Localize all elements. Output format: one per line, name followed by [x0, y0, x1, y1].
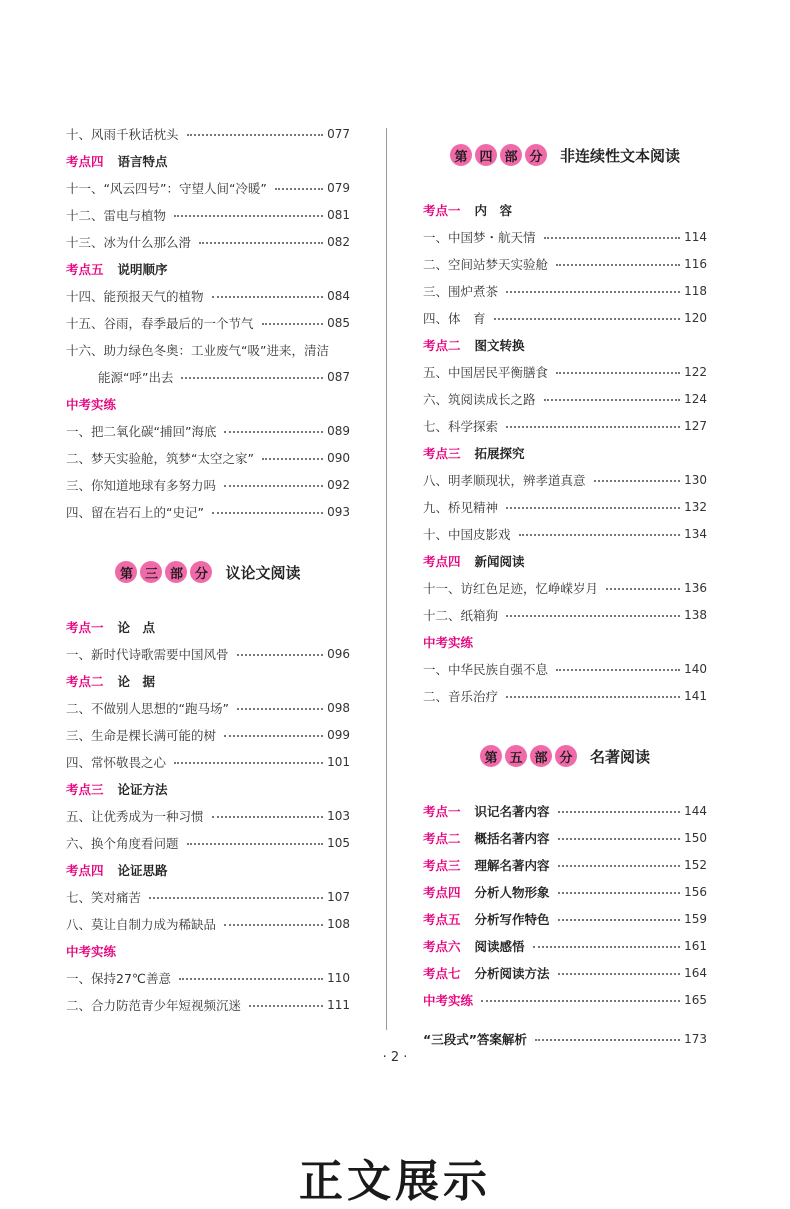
dot-leader	[199, 242, 323, 244]
dot-leader	[275, 188, 323, 190]
category-title: 语言特点	[117, 153, 168, 169]
category-label: 考点三	[66, 781, 104, 797]
dot-leader	[224, 485, 323, 487]
toc-entry-title: 二、不做别人思想的“跑马场”	[66, 700, 229, 716]
category-heading	[423, 196, 707, 223]
toc-entry-title: 八、明孝顺现状，辨孝道真意	[423, 472, 586, 488]
dot-leader	[594, 480, 681, 482]
dot-leader	[558, 973, 681, 975]
toc-entry[interactable]	[423, 959, 707, 986]
toc-entry[interactable]	[66, 282, 350, 309]
toc-entry-title: 十六、助力绿色冬奥：工业废气“吸”进来，清洁	[66, 342, 329, 358]
category-heading	[66, 613, 350, 640]
toc-entry-title: 四、留在岩石上的“史记”	[66, 504, 204, 520]
toc-entry[interactable]	[66, 910, 350, 937]
category-title: 论证方法	[117, 781, 168, 797]
toc-entry[interactable]	[66, 721, 350, 748]
dot-leader	[558, 865, 681, 867]
toc-page-number: 127	[684, 418, 707, 433]
toc-entry-title: 概括名著内容	[474, 830, 550, 846]
category-label: 考点四	[66, 862, 104, 878]
toc-page-number: 093	[327, 504, 350, 519]
category-title: 新闻阅读	[474, 553, 525, 569]
toc-entry-title: 十四、能预报天气的植物	[66, 288, 204, 304]
toc-entry-title: 五、让优秀成为一种习惯	[66, 808, 204, 824]
toc-page-number: 111	[327, 997, 350, 1012]
toc-entry-title: 十、中国皮影戏	[423, 526, 511, 542]
toc-page-number: 101	[327, 754, 350, 769]
toc-page-number: 090	[327, 450, 350, 465]
category-heading	[66, 255, 350, 282]
dot-leader	[224, 735, 323, 737]
toc-entry-title: 一、新时代诗歌需要中国风骨	[66, 646, 229, 662]
part-heading	[423, 120, 707, 190]
dot-leader	[506, 615, 680, 617]
section-gap	[423, 709, 707, 721]
category-label: 考点二	[66, 673, 104, 689]
dot-leader	[174, 215, 323, 217]
toc-page-number: 173	[684, 1031, 707, 1046]
toc-page-number: 141	[684, 688, 707, 703]
toc-entry[interactable]	[423, 412, 707, 439]
toc-entry-title: 三、围炉煮茶	[423, 283, 499, 299]
section-banner-title: 正文展示	[299, 1156, 491, 1207]
dot-leader	[187, 843, 324, 845]
toc-entry[interactable]	[66, 498, 350, 525]
toc-entry-title: 二、音乐治疗	[423, 688, 499, 704]
part-number-badges	[450, 144, 550, 166]
part-heading	[66, 537, 350, 607]
category-heading	[66, 937, 350, 964]
dot-leader	[556, 372, 680, 374]
category-label: 中考实练	[66, 943, 117, 959]
toc-page-number: 103	[327, 808, 350, 823]
part-number-badges	[115, 561, 215, 583]
toc-entry-title: 十三、冰为什么那么滑	[66, 234, 192, 250]
category-title: 论 点	[117, 619, 156, 635]
category-label: 中考实练	[423, 634, 474, 650]
toc-entry-title: 二、合力防范青少年短视频沉迷	[66, 997, 242, 1013]
toc-page-number: 114	[684, 229, 707, 244]
toc-entry-title: 九、桥见精神	[423, 499, 499, 515]
toc-entry[interactable]	[66, 883, 350, 910]
toc-page-number: 108	[327, 916, 350, 931]
toc-entry-title: 一、中华民族自强不息	[423, 661, 549, 677]
dot-leader	[558, 919, 681, 921]
toc-entry-title: 十五、谷雨，春季最后的一个节气	[66, 315, 254, 331]
toc-page-number: 140	[684, 661, 707, 676]
toc-entry[interactable]	[66, 228, 350, 255]
category-label: 考点二	[423, 830, 461, 846]
toc-entry[interactable]	[66, 309, 350, 336]
toc-entry[interactable]	[423, 358, 707, 385]
part-badge-char: 部	[500, 144, 522, 166]
dot-leader	[149, 897, 323, 899]
toc-entry[interactable]	[423, 520, 707, 547]
dot-leader	[506, 507, 680, 509]
toc-entry-title: 分析写作特色	[474, 911, 550, 927]
toc-entry[interactable]	[423, 304, 707, 331]
part-badge-char: 五	[505, 745, 527, 767]
toc-page-number: 164	[684, 965, 707, 980]
toc-entry[interactable]	[66, 336, 350, 363]
dot-leader	[535, 1039, 680, 1041]
part-badge-char: 部	[165, 561, 187, 583]
dot-leader	[506, 696, 680, 698]
dot-leader	[558, 811, 681, 813]
section-gap	[66, 525, 350, 537]
toc-entry-title: 一、中国梦・航天情	[423, 229, 536, 245]
toc-page-number: 150	[684, 830, 707, 845]
toc-entry[interactable]	[66, 694, 350, 721]
part-badge-char: 第	[450, 144, 472, 166]
toc-entry[interactable]	[423, 277, 707, 304]
toc-entry-title: 十二、雷电与植物	[66, 207, 167, 223]
toc-page-number: 079	[327, 180, 350, 195]
toc-page-number: 099	[327, 727, 350, 742]
toc-entry-title: 分析人物形象	[474, 884, 550, 900]
toc-entry-title: “三段式”答案解析	[423, 1031, 527, 1047]
toc-entry-title: 十一、“风云四号”：守望人间“冷暖”	[66, 180, 267, 196]
toc-entry[interactable]	[423, 851, 707, 878]
dot-leader	[556, 264, 680, 266]
toc-page-number: 087	[327, 369, 350, 384]
category-label: 考点五	[66, 261, 104, 277]
toc-entry[interactable]	[423, 986, 707, 1013]
category-label: 考点七	[423, 965, 461, 981]
toc-entry[interactable]	[423, 905, 707, 932]
toc-entry[interactable]	[423, 574, 707, 601]
toc-entry-title: 四、体 育	[423, 310, 486, 326]
page-number: · 2 ·	[382, 1050, 408, 1065]
toc-entry[interactable]	[423, 797, 707, 824]
toc-entry[interactable]	[66, 640, 350, 667]
part-badge-char: 第	[480, 745, 502, 767]
toc-page-number: 084	[327, 288, 350, 303]
toc-entry-title: 一、保持27℃善意	[66, 970, 171, 986]
toc-entry-title: 识记名著内容	[474, 803, 550, 819]
category-heading	[423, 547, 707, 574]
dot-leader	[519, 534, 681, 536]
toc-entry-title: 一、把二氧化碳“捕回”海底	[66, 423, 217, 439]
category-heading	[66, 390, 350, 417]
toc-entry[interactable]	[423, 824, 707, 851]
part-title: 非连续性文本阅读	[559, 146, 680, 165]
category-label: 考点四	[423, 884, 461, 900]
toc-entry[interactable]	[423, 601, 707, 628]
toc-entry[interactable]	[423, 493, 707, 520]
dot-leader	[237, 708, 323, 710]
category-heading	[423, 331, 707, 358]
toc-entry-title: 六、换个角度看问题	[66, 835, 179, 851]
toc-entry[interactable]	[66, 174, 350, 201]
dot-leader	[533, 946, 681, 948]
category-label: 考点二	[423, 337, 461, 353]
toc-page-number: 096	[327, 646, 350, 661]
toc-entry[interactable]	[423, 223, 707, 250]
toc-page-number: 136	[684, 580, 707, 595]
toc-entry-title: 六、筑阅读成长之路	[423, 391, 536, 407]
category-heading	[66, 667, 350, 694]
category-label: 考点三	[423, 445, 461, 461]
toc-entry[interactable]	[423, 250, 707, 277]
dot-leader	[262, 323, 324, 325]
category-heading	[66, 147, 350, 174]
dot-leader	[558, 892, 681, 894]
toc-entry-title: 四、常怀敬畏之心	[66, 754, 167, 770]
toc-entry[interactable]	[66, 444, 350, 471]
dot-leader	[249, 1005, 323, 1007]
toc-entry[interactable]	[66, 417, 350, 444]
toc-page-number: 089	[327, 423, 350, 438]
category-title: 论 据	[117, 673, 156, 689]
toc-entry[interactable]	[423, 385, 707, 412]
toc-entry[interactable]	[66, 201, 350, 228]
toc-entry-title: 三、生命是棵长满可能的树	[66, 727, 217, 743]
category-heading	[423, 628, 707, 655]
category-title: 拓展探究	[474, 445, 525, 461]
dot-leader	[606, 588, 680, 590]
dot-leader	[179, 978, 323, 980]
part-badge-char: 四	[475, 144, 497, 166]
toc-entry[interactable]	[423, 466, 707, 493]
dot-leader	[187, 134, 324, 136]
toc-entry[interactable]	[423, 655, 707, 682]
category-heading	[66, 775, 350, 802]
dot-leader	[181, 377, 323, 379]
toc-entry[interactable]	[423, 932, 707, 959]
toc-page-number: 085	[327, 315, 350, 330]
part-title: 名著阅读	[589, 747, 650, 766]
dot-leader	[224, 924, 323, 926]
toc-entry[interactable]	[66, 802, 350, 829]
dot-leader	[212, 816, 324, 818]
category-title: 说明顺序	[117, 261, 168, 277]
toc-page-number: 130	[684, 472, 707, 487]
category-heading	[66, 856, 350, 883]
toc-page-number: 161	[684, 938, 707, 953]
part-title: 议论文阅读	[225, 563, 301, 582]
dot-leader	[212, 296, 324, 298]
dot-leader	[556, 669, 680, 671]
toc-entry-title: 十、风雨千秋话枕头	[66, 126, 179, 142]
dot-leader	[481, 1000, 680, 1002]
toc-page-number: 156	[684, 884, 707, 899]
category-label: 考点六	[423, 938, 461, 954]
toc-entry-title: 能源“呼”出去	[98, 369, 174, 385]
category-label: 考点三	[423, 857, 461, 873]
toc-entry[interactable]	[66, 748, 350, 775]
toc-page-number: 098	[327, 700, 350, 715]
toc-left-column	[66, 120, 350, 1018]
dot-leader	[174, 762, 323, 764]
toc-page-number: 105	[327, 835, 350, 850]
toc-page-number: 082	[327, 234, 350, 249]
toc-page-number: 118	[684, 283, 707, 298]
toc-page-number: 124	[684, 391, 707, 406]
category-label: 考点一	[66, 619, 104, 635]
toc-entry-title: 二、空间站梦天实验舱	[423, 256, 549, 272]
toc-entry-title: 阅读感悟	[474, 938, 525, 954]
category-label: 考点四	[66, 153, 104, 169]
category-label: 考点五	[423, 911, 461, 927]
column-divider	[386, 128, 387, 1030]
dot-leader	[506, 426, 680, 428]
toc-page-number: 081	[327, 207, 350, 222]
toc-entry[interactable]	[66, 964, 350, 991]
toc-entry-title: 三、你知道地球有多努力吗	[66, 477, 217, 493]
part-badge-char: 分	[190, 561, 212, 583]
category-title: 内 容	[474, 202, 513, 218]
toc-entry[interactable]	[423, 878, 707, 905]
category-title: 图文转换	[474, 337, 525, 353]
part-number-badges	[480, 745, 580, 767]
toc-page-number: 116	[684, 256, 707, 271]
dot-leader	[494, 318, 681, 320]
toc-page-number: 107	[327, 889, 350, 904]
toc-page-number: 165	[684, 992, 707, 1007]
toc-right-column	[423, 120, 707, 1052]
dot-leader	[544, 237, 681, 239]
dot-leader	[212, 512, 323, 514]
toc-entry[interactable]	[66, 363, 350, 390]
dot-leader	[224, 431, 323, 433]
toc-entry-title: 分析阅读方法	[474, 965, 550, 981]
toc-entry[interactable]	[66, 471, 350, 498]
toc-entry[interactable]	[423, 1025, 707, 1052]
toc-page-number: 092	[327, 477, 350, 492]
part-heading	[423, 721, 707, 791]
section-gap	[423, 1013, 707, 1025]
toc-entry-title: 七、科学探索	[423, 418, 499, 434]
part-badge-char: 分	[555, 745, 577, 767]
dot-leader	[558, 838, 681, 840]
category-label: 中考实练	[423, 992, 474, 1008]
category-heading	[423, 439, 707, 466]
category-label: 考点四	[423, 553, 461, 569]
toc-page-number: 159	[684, 911, 707, 926]
category-title: 论证思路	[117, 862, 168, 878]
toc-page-number: 077	[327, 126, 350, 141]
toc-page-number: 120	[684, 310, 707, 325]
toc-page-number: 138	[684, 607, 707, 622]
toc-entry[interactable]	[66, 991, 350, 1018]
toc-entry-title: 七、笑对痛苦	[66, 889, 142, 905]
toc-entry[interactable]	[66, 829, 350, 856]
category-label: 考点一	[423, 202, 461, 218]
toc-page-number: 144	[684, 803, 707, 818]
toc-page-number: 132	[684, 499, 707, 514]
part-badge-char: 三	[140, 561, 162, 583]
toc-page-number: 152	[684, 857, 707, 872]
part-badge-char: 分	[525, 144, 547, 166]
toc-entry-title: 十一、访红色足迹，忆峥嵘岁月	[423, 580, 599, 596]
toc-entry-title: 理解名著内容	[474, 857, 550, 873]
toc-entry-title: 八、莫让自制力成为稀缺品	[66, 916, 217, 932]
toc-page-number: 110	[327, 970, 350, 985]
dot-leader	[262, 458, 323, 460]
toc-page-number: 122	[684, 364, 707, 379]
category-label: 中考实练	[66, 396, 117, 412]
toc-entry-title: 二、梦天实验舱，筑梦“太空之家”	[66, 450, 254, 466]
dot-leader	[544, 399, 681, 401]
part-badge-char: 第	[115, 561, 137, 583]
toc-page-number: 134	[684, 526, 707, 541]
toc-entry-title: 五、中国居民平衡膳食	[423, 364, 549, 380]
dot-leader	[237, 654, 324, 656]
category-label: 考点一	[423, 803, 461, 819]
dot-leader	[506, 291, 680, 293]
toc-entry[interactable]	[66, 120, 350, 147]
part-badge-char: 部	[530, 745, 552, 767]
toc-entry-title: 十二、纸箱狗	[423, 607, 499, 623]
toc-entry[interactable]	[423, 682, 707, 709]
